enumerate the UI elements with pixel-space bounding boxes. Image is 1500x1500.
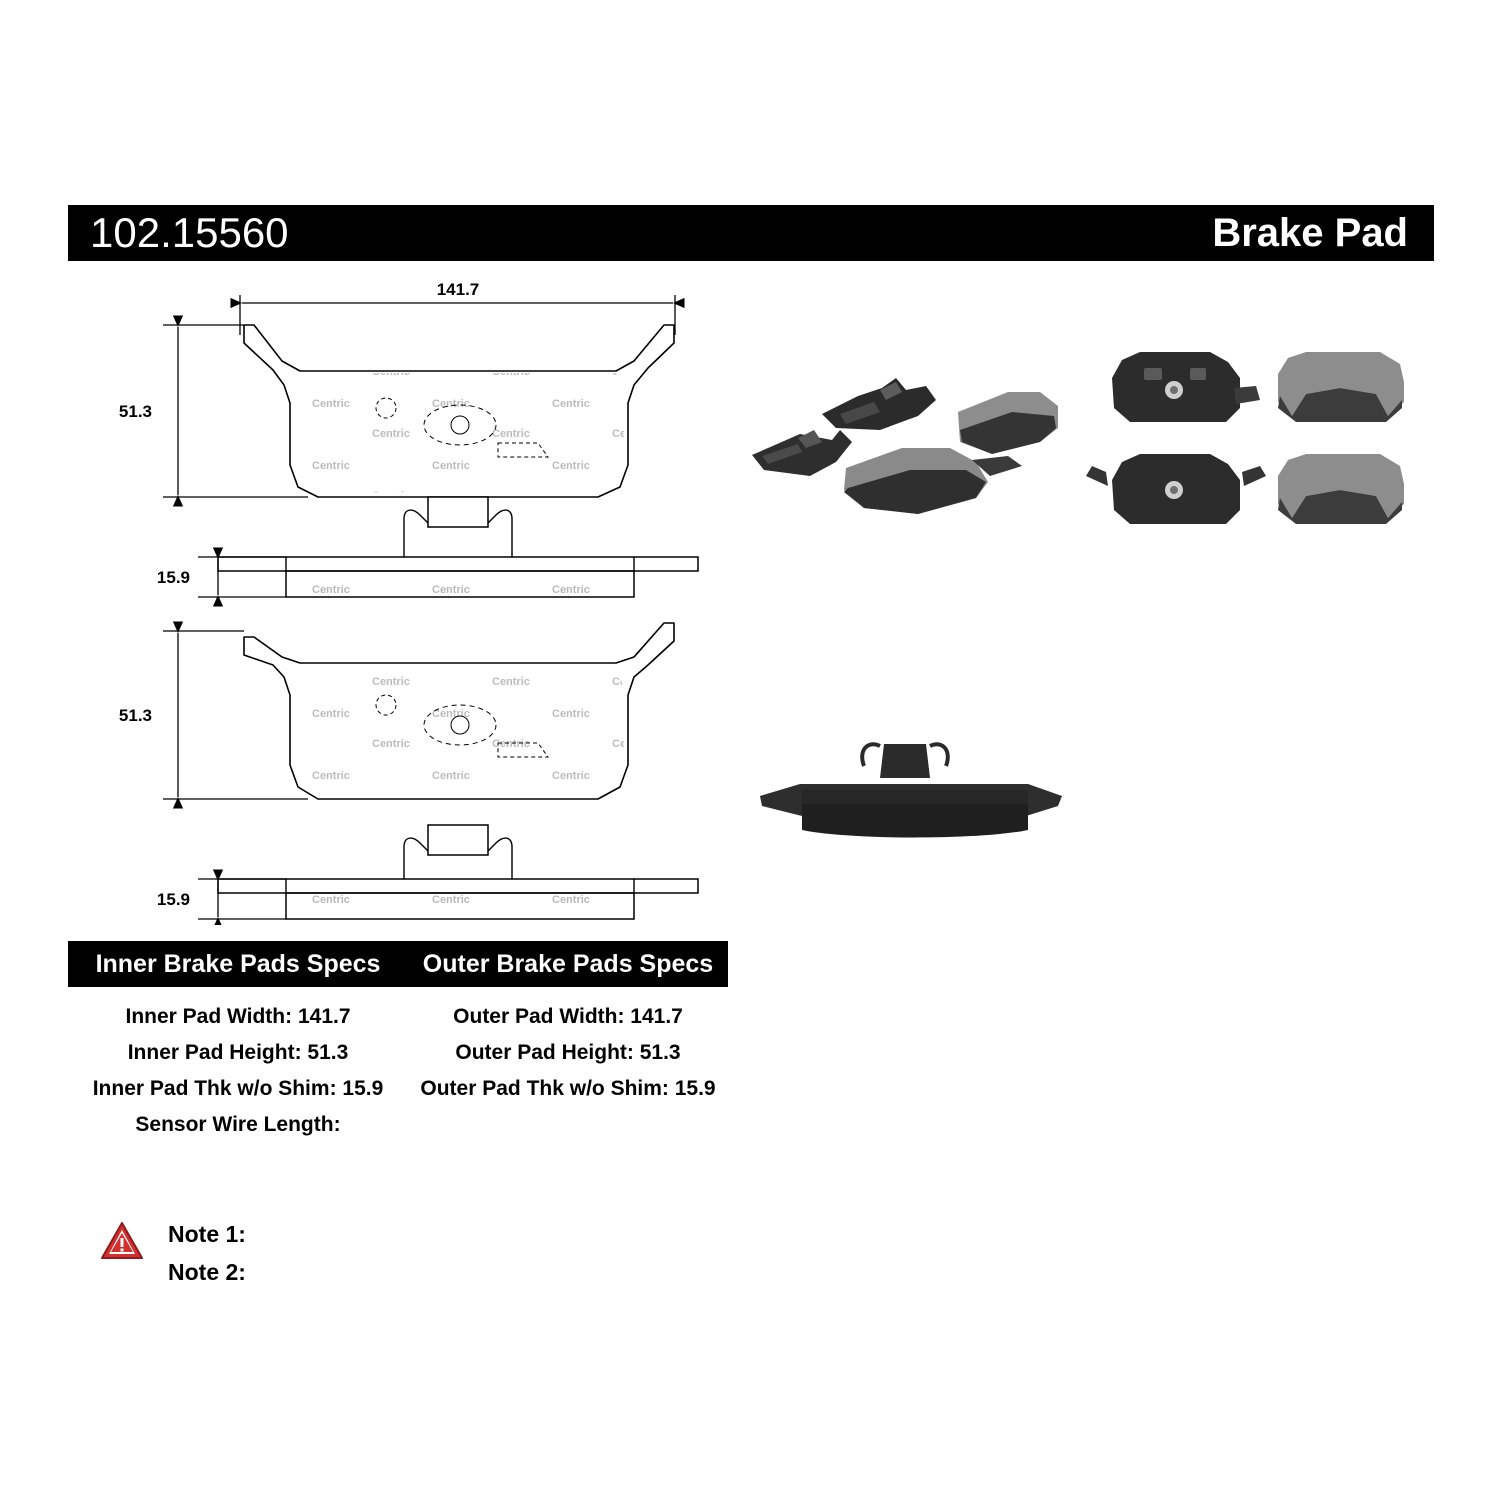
dimension-top-width-label: 141.7 xyxy=(436,280,480,299)
photo-pad-friction-upper-right xyxy=(1278,352,1404,422)
note-2: Note 2: xyxy=(168,1259,246,1285)
dimension-outer-height-label: 51.3 xyxy=(118,706,152,725)
dimension-inner-height-label: 51.3 xyxy=(118,402,152,421)
dimension-inner-thickness-label: 15.9 xyxy=(156,568,190,587)
spec-row: Inner Pad Thk w/o Shim: 15.9 xyxy=(92,1077,384,1100)
photo-pad-friction-lower-right xyxy=(1278,454,1404,524)
photo-pad-backing-upper-left xyxy=(1112,352,1260,422)
outer-pad-top-view xyxy=(244,623,674,799)
inner-pad-top-view xyxy=(244,325,674,497)
dimension-inner-height xyxy=(163,325,308,497)
spec-row: Inner Pad Height: 51.3 xyxy=(127,1041,349,1064)
spec-row: Outer Pad Height: 51.3 xyxy=(455,1041,681,1064)
spec-row: Sensor Wire Length: xyxy=(135,1113,341,1136)
notes-section xyxy=(100,1215,246,1291)
dimension-outer-height xyxy=(163,631,308,799)
specs-section xyxy=(68,941,728,1143)
outer-specs-header: Outer Brake Pads Specs xyxy=(422,949,714,978)
header-bar xyxy=(68,205,1434,261)
inner-specs-column xyxy=(68,999,408,1143)
dimension-top-width xyxy=(240,295,675,335)
photo-pad-backing-lower-left xyxy=(1086,454,1266,524)
photo-pad-lower-center xyxy=(844,448,1022,514)
technical-drawing xyxy=(68,265,768,925)
note-1: Note 1: xyxy=(168,1221,246,1247)
spec-row: Outer Pad Thk w/o Shim: 15.9 xyxy=(420,1077,716,1100)
specs-body xyxy=(68,987,728,1143)
product-photo-clip-detail xyxy=(740,700,1100,880)
photo-shim-top xyxy=(822,378,936,430)
spec-row: Inner Pad Width: 141.7 xyxy=(125,1005,351,1028)
specs-header-bar xyxy=(68,941,728,987)
product-type-label: Brake Pad xyxy=(1212,211,1408,255)
warning-icon xyxy=(100,1219,144,1263)
notes-text xyxy=(168,1215,246,1291)
photo-pad-upper-right xyxy=(958,392,1058,454)
photo-shim-left xyxy=(752,430,852,476)
spec-row: Outer Pad Width: 141.7 xyxy=(453,1005,683,1028)
photo-pad-edge-view xyxy=(760,784,1062,838)
inner-specs-header: Inner Brake Pads Specs xyxy=(95,949,381,978)
outer-specs-column xyxy=(408,999,728,1143)
outer-pad-side-view xyxy=(218,825,698,919)
dimension-outer-thickness-label: 15.9 xyxy=(156,890,190,909)
photo-clip-spring xyxy=(862,744,948,778)
inner-pad-side-view xyxy=(218,497,698,597)
part-number-label: 102.15560 xyxy=(90,209,289,256)
